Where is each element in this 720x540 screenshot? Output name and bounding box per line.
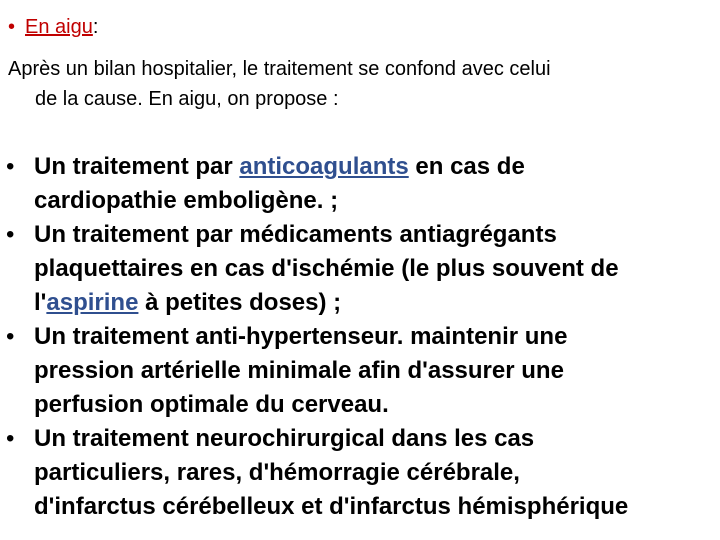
anticoagulants-link[interactable]: anticoagulants	[239, 153, 409, 180]
item-line	[34, 286, 720, 320]
bullet-dot: •	[6, 323, 15, 350]
item-text: à petites doses) ;	[138, 289, 342, 316]
item-line: Un traitement par médicaments antiagrégants	[34, 221, 557, 248]
intro-line-1: Après un bilan hospitalier, le traitement se confond avec celui	[8, 58, 551, 80]
item-line: perfusion optimale du cerveau.	[34, 391, 389, 418]
item-text: en cas de	[408, 153, 525, 180]
heading-label: En aigu	[25, 16, 93, 38]
heading-bullet: •	[8, 16, 16, 38]
item-line: Un traitement anti-hypertenseur. maintenir une	[34, 323, 568, 350]
aspirine-link[interactable]: aspirine	[46, 289, 139, 316]
item-line	[34, 150, 720, 184]
item-line: Un traitement neurochirurgical dans les cas	[34, 425, 535, 452]
item-line: d'infarctus cérébelleux et d'infarctus hémisphérique	[34, 493, 629, 520]
list-item-neurochirurgical	[0, 422, 720, 524]
bullet-dot: •	[6, 425, 15, 452]
item-text: Un traitement par	[34, 153, 240, 180]
bullet-dot: •	[6, 221, 15, 248]
bullet-dot: •	[6, 153, 15, 180]
list-item-antihypertenseur	[0, 320, 720, 422]
intro-line-2: de la cause. En aigu, on propose :	[35, 88, 339, 110]
item-line: particuliers, rares, d'hémorragie cérébrale,	[34, 459, 520, 486]
item-text: l'	[34, 289, 47, 316]
treatment-list	[0, 150, 720, 524]
heading-colon: :	[92, 16, 99, 38]
section-heading	[8, 14, 98, 40]
item-line: plaquettaires en cas d'ischémie (le plus souvent de	[34, 255, 619, 282]
list-item-anticoagulants	[0, 150, 720, 218]
item-line: pression artérielle minimale afin d'assurer une	[34, 357, 564, 384]
intro-paragraph	[8, 54, 718, 114]
list-item-antiagregants	[0, 218, 720, 320]
item-line: cardiopathie emboligène. ;	[34, 187, 339, 214]
